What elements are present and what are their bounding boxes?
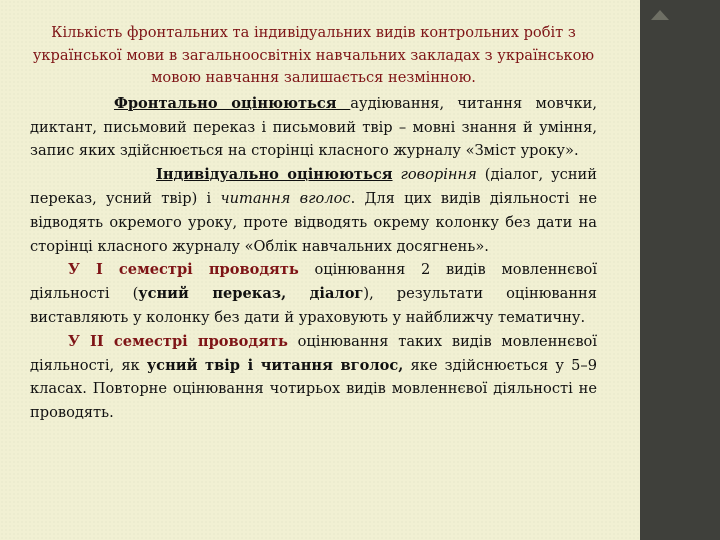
semester-1-text-2: ), результати оцінювання виставляють у колонку без дати й ураховують у найближчу тематичну. <box>30 285 597 326</box>
individual-speaking: говоріння <box>400 166 477 184</box>
paragraph-frontal <box>30 92 597 163</box>
frontal-lead: Фронтально оцінюються <box>114 94 351 112</box>
semester-2-text-2: яке здійснюється у 5–9 класах. Повторне оцінювання чотирьох видів мовленнєвої діяльності не проводять. <box>30 356 598 422</box>
semester-2-text-1: оцінювання таких видів мовленнєвої діяльності, як <box>30 332 597 374</box>
paragraph-semester-2 <box>30 330 597 425</box>
paragraph-semester-1 <box>30 258 597 329</box>
slide-text-box <box>30 22 597 425</box>
semester-1-text-1: оцінювання 2 видів мовленнєвої діяльності ( <box>30 261 598 303</box>
individual-text-2: . Для цих видів діяльності не відводять окремого уроку, проте відводять окрему колонку без дати на сторінці класного журналу «Облік навчальних досягнень». <box>30 189 598 255</box>
semester-2-bold: усний твір і читання вголос, <box>146 356 404 374</box>
semester-2-lead: У ІІ семестрі проводять <box>68 332 288 350</box>
individual-lead: Індивідуально оцінюються <box>156 166 393 184</box>
slide-title: Кількість фронтальних та індивідуальних видів контрольних робіт з української мови в загальноосвітніх навчальних закладах з українською мовою навчання залишається незмінною. <box>32 24 595 87</box>
individual-text-1: (діалог, усний переказ, усний твір) і <box>30 166 598 207</box>
frontal-text: аудіювання, читання мовчки, диктант, письмовий переказ і письмовий твір – мовні знання й уміння, запис яких здійснюється на сторінці класного журналу «Зміст уроку». <box>30 94 597 160</box>
semester-1-bold: усний переказ, діалог <box>138 285 364 303</box>
decorative-sidebar <box>640 0 720 540</box>
semester-1-lead: У І семестрі проводять <box>68 261 299 279</box>
triangle-mark-icon <box>651 10 669 20</box>
paragraph-individual <box>30 163 597 258</box>
individual-reading-aloud: читання вголос <box>220 189 351 207</box>
